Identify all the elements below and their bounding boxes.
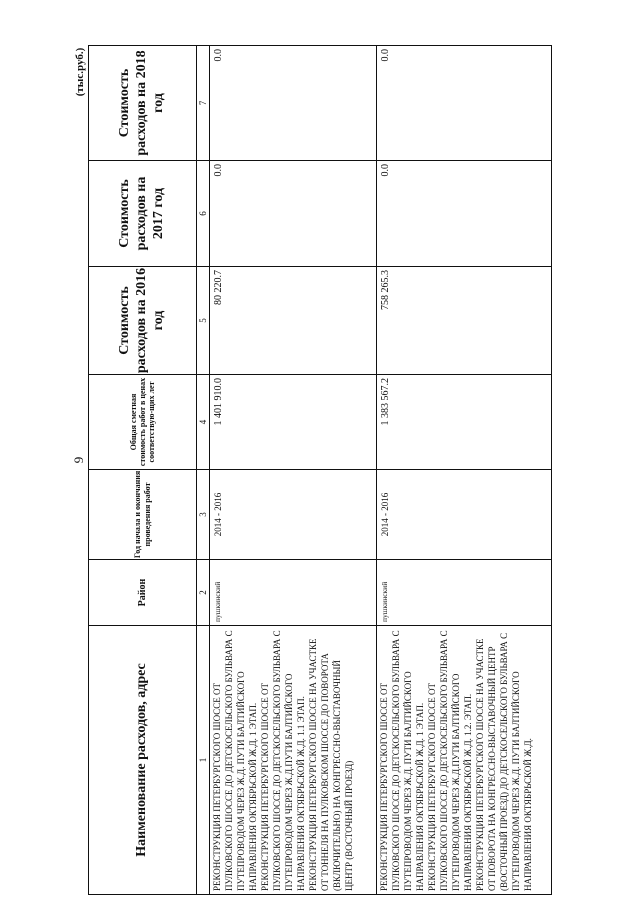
header-district: Район [89,560,197,626]
header-row [89,46,197,895]
table-row [210,46,377,895]
total-cost: 1 383 567.2 [377,375,552,470]
cost-2016: 80 220.7 [210,267,377,375]
header-cost-2017: Стоимость расходов на 2017 год [89,161,197,267]
column-number: 3 [197,470,210,560]
column-number: 5 [197,267,210,375]
header-cost-2016: Стоимость расходов на 2016 год [89,267,197,375]
rotated-table-page [88,46,552,895]
district: пушкинский [377,560,552,626]
header-total-cost: Общая сметная стоимость работ в ценах соответствую-щих лет [89,375,197,470]
cost-2018: 0.0 [377,46,552,161]
column-number: 6 [197,161,210,267]
column-number-row [197,46,210,895]
table-row [377,46,552,895]
column-number: 4 [197,375,210,470]
expense-name: РЕКОНСТРУКЦИЯ ПЕТЕРБУРГСКОГО ШОССЕ ОТ ПУЛКОВСКОГО ШОССЕ ДО ДЕТСКОСЕЛЬСКОГО БУЛЬВАРА С ПУТЕПРОВОДОМ ЧЕРЕЗ Ж.Д. ПУТИ БАЛТИЙСКОГО НАПРАВЛЕНИЯ ОКТЯБРЬСКОЙ Ж.Д. 1 ЭТАП. РЕКОНСТРУКЦИЯ ПЕТЕРБУРГСКОГО ШОССЕ ОТ ПУЛКОВСКОГО ШОССЕ ДО ДЕТСКОСЕЛЬСКОГО БУЛЬВАРА С ПУТЕПРОВОДОМ ЧЕРЕЗ Ж.Д.ПУТИ БАЛТИЙСКОГО НАПРАВЛЕНИЯ ОКТЯБРЬСКОЙ Ж.Д. 1.1 ЭТАП. РЕКОНСТРУКЦИЯ ПЕТЕРБУРГСКОГО ШОССЕ НА УЧАСТКЕ ОТ ТОННЕЛЯ НА ПУЛКОВСКОМ ШОССЕ ДО ПОВОРОТА (ВКЛЮЧИТЕЛЬНО) НА КОНГРЕССНО-ВЫСТАВОЧНЫЙ ЦЕНТР (ВОСТОЧНЫЙ ПРОЕЗД) [210,626,377,895]
column-number: 1 [197,626,210,895]
work-period: 2014 - 2016 [210,470,377,560]
header-name: Наименование расходов, адрес [89,626,197,895]
page-number: 9 [71,456,86,464]
cost-2017: 0.0 [377,161,552,267]
cost-2017: 0.0 [210,161,377,267]
expense-name: РЕКОНСТРУКЦИЯ ПЕТЕРБУРГСКОГО ШОССЕ ОТ ПУЛКОВСКОГО ШОССЕ ДО ДЕТСКОСЕЛЬСКОГО БУЛЬВАРА С ПУТЕПРОВОДОМ ЧЕРЕЗ Ж.Д. ПУТИ БАЛТИЙСКОГО НАПРАВЛЕНИЯ ОКТЯБРЬСКОЙ Ж.Д. 1 ЭТАП. РЕКОНСТРУКЦИЯ ПЕТЕРБУРГСКОГО ШОССЕ ОТ ПУЛКОВСКОГО ШОССЕ ДО ДЕТСКОСЕЛЬСКОГО БУЛЬВАРА С ПУТЕПРОВОДОМ ЧЕРЕЗ Ж.Д.ПУТИ БАЛТИЙСКОГО НАПРАВЛЕНИЯ ОКТЯБРЬСКОЙ Ж.Д. 1.2. ЭТАП. РЕКОНСТРУКЦИЯ ПЕТЕРБУРГСКОГО ШОССЕ НА УЧАСТКЕ ОТ ПОВОРОТА НА КОНГРЕССНО-ВЫСТАВОЧНЫЙ ЦЕНТР (ВОСТОЧНЫЙ ПРОЕЗД) ДО ДЕТСКОСЕЛЬСКОГО БУЛЬВАРА С ПУТЕПРОВОДОМ ЧЕРЕЗ Ж.Д. ПУТИ БАЛТИЙСКОГО НАПРАВЛЕНИЯ ОКТЯБРЬСКОЙ Ж.Д. [377,626,552,895]
district: пушкинский [210,560,377,626]
units-label: (тыс.руб.) [74,47,86,97]
header-cost-2018: Стоимость расходов на 2018 год [89,46,197,161]
total-cost: 1 401 910.0 [210,375,377,470]
work-period: 2014 - 2016 [377,470,552,560]
expenses-table [88,45,552,895]
cost-2016: 758 265.3 [377,267,552,375]
column-number: 7 [197,46,210,161]
column-number: 2 [197,560,210,626]
cost-2018: 0.0 [210,46,377,161]
header-period: Год начала и окончания проведения работ [89,470,197,560]
